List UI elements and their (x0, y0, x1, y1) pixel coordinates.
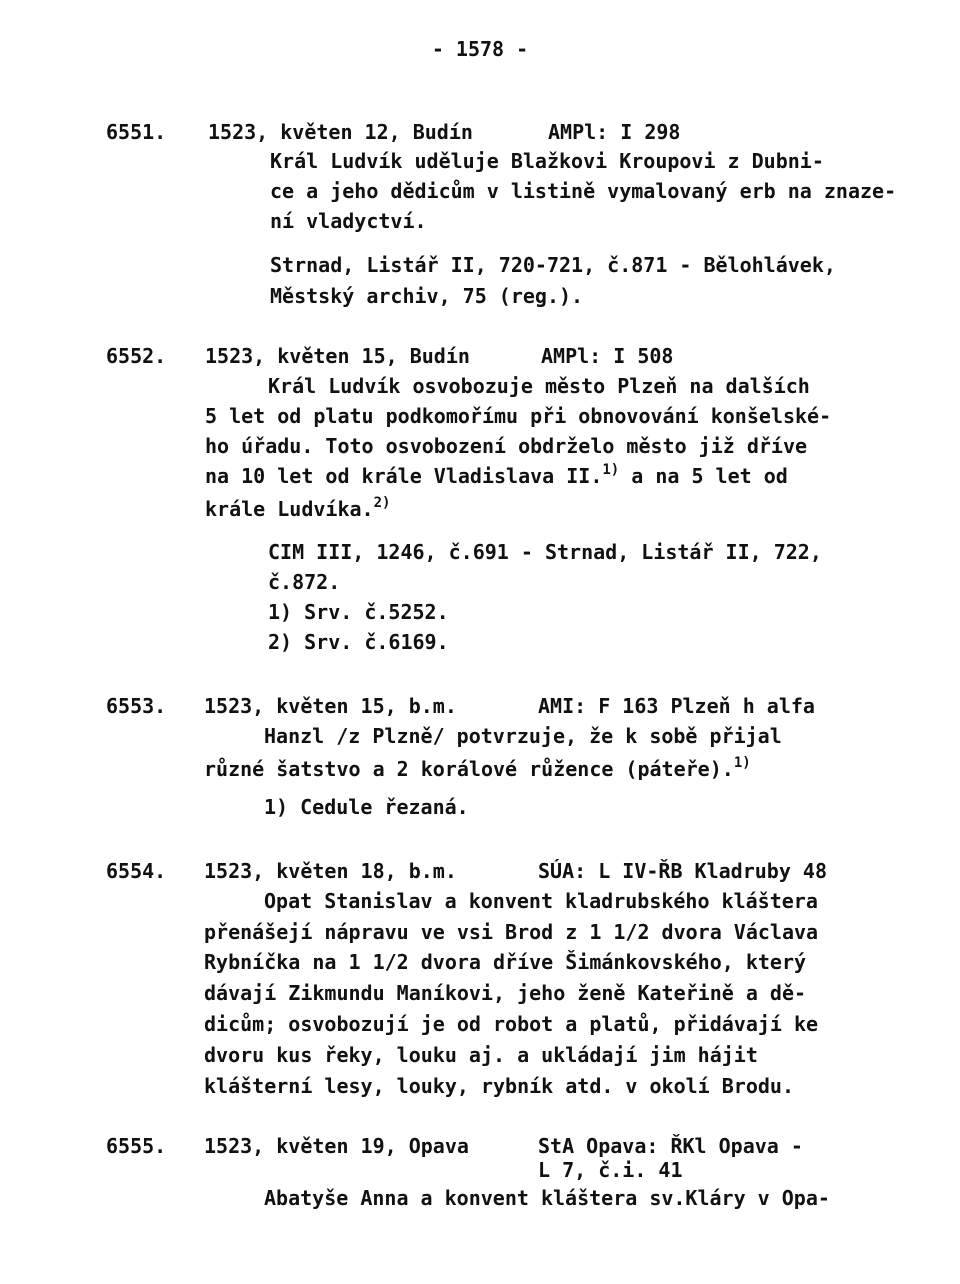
entry-number: 6553. (106, 694, 167, 718)
entry-body-line: dávají Zikmundu Maníkovi, jeho ženě Kateřině a dě- (204, 981, 807, 1005)
entry-signature: AMPl: I 508 (541, 344, 674, 368)
entry-header: 1523, květen 15, Budín (205, 344, 470, 368)
entry-body-line: ní vladyctví. (270, 209, 427, 233)
entry-body-line: Král Ludvík uděluje Blažkovi Kroupovi z Dubni- (270, 149, 824, 173)
entry-body-line: 5 let od platu podkomořímu při obnovování konšelské- (205, 404, 832, 428)
entry-header: 1523, květen 15, b.m. (204, 694, 457, 718)
entry-body-line: dvoru kus řeky, louku aj. a ukládají jim hájit (204, 1043, 758, 1067)
entry-body-line: Rybníčka na 1 1/2 dvora dříve Šimánkovského, který (204, 950, 807, 974)
entry-body-line: Hanzl /z Plzně/ potvrzuje, že k sobě přijal (264, 724, 782, 748)
entry-body-line: ce a jeho dědicům v listině vymalovaný erb na znaze- (270, 179, 897, 203)
entry-body-line: krále Ludvíka.$^{2)}$ (205, 495, 391, 521)
footnote-mark: 2) (373, 495, 391, 511)
footnote-mark: 1) (602, 462, 620, 478)
entry-signature: AMPl: I 298 (548, 120, 681, 144)
entry-reference: Městský archiv, 75 (reg.). (270, 284, 584, 308)
entry-body-line: různé šatstvo a 2 korálové růžence (páteře).$^{1)}$ (204, 755, 751, 781)
entry-number: 6554. (106, 859, 167, 883)
entry-body-line: Král Ludvík osvobozuje město Plzeň na dalších (268, 374, 810, 398)
entry-body-line: na 10 let od krále Vladislava II.$^{1)}$ a na 5 let od (205, 462, 788, 488)
footnote-mark: 1) (733, 755, 751, 771)
entry-signature: StA Opava: ŘKl Opava - (538, 1134, 803, 1158)
entry-number: 6555. (106, 1134, 167, 1158)
footnote: 1) Cedule řezaná. (264, 795, 469, 819)
entry-body-line: ho úřadu. Toto osvobození obdrželo město již dříve (205, 434, 808, 458)
footnote: 1) Srv. č.5252. (268, 600, 449, 624)
entry-reference: č.872. (268, 570, 341, 594)
entry-reference: CIM III, 1246, č.691 - Strnad, Listář II, 722, (268, 540, 822, 564)
entry-header: 1523, květen 19, Opava (204, 1134, 469, 1158)
entry-number: 6552. (106, 344, 167, 368)
entry-body-line: Opat Stanislav a konvent kladrubského kláštera (264, 889, 818, 913)
entry-body-line: klášterní lesy, louky, rybník atd. v okolí Brodu. (204, 1074, 795, 1098)
entry-signature-continued: L 7, č.i. 41 (538, 1158, 683, 1182)
entry-body-line: přenášejí nápravu ve vsi Brod z 1 1/2 dvora Václava (204, 920, 819, 944)
page-number: - 1578 - (431, 37, 529, 61)
footnote: 2) Srv. č.6169. (268, 630, 449, 654)
entry-signature: AMI: F 163 Plzeň h alfa (538, 694, 815, 718)
entry-number: 6551. (106, 120, 167, 144)
entry-header: 1523, květen 18, b.m. (204, 859, 457, 883)
entry-body-line: Abatyše Anna a konvent kláštera sv.Kláry v Opa- (264, 1186, 830, 1210)
entry-header: 1523, květen 12, Budín (208, 120, 473, 144)
entry-reference: Strnad, Listář II, 720-721, č.871 - Bělohlávek, (270, 253, 836, 277)
entry-signature: SÚA: L IV-ŘB Kladruby 48 (538, 859, 827, 883)
entry-body-line: dicům; osvobozují je od robot a platů, přidávají ke (204, 1012, 819, 1036)
